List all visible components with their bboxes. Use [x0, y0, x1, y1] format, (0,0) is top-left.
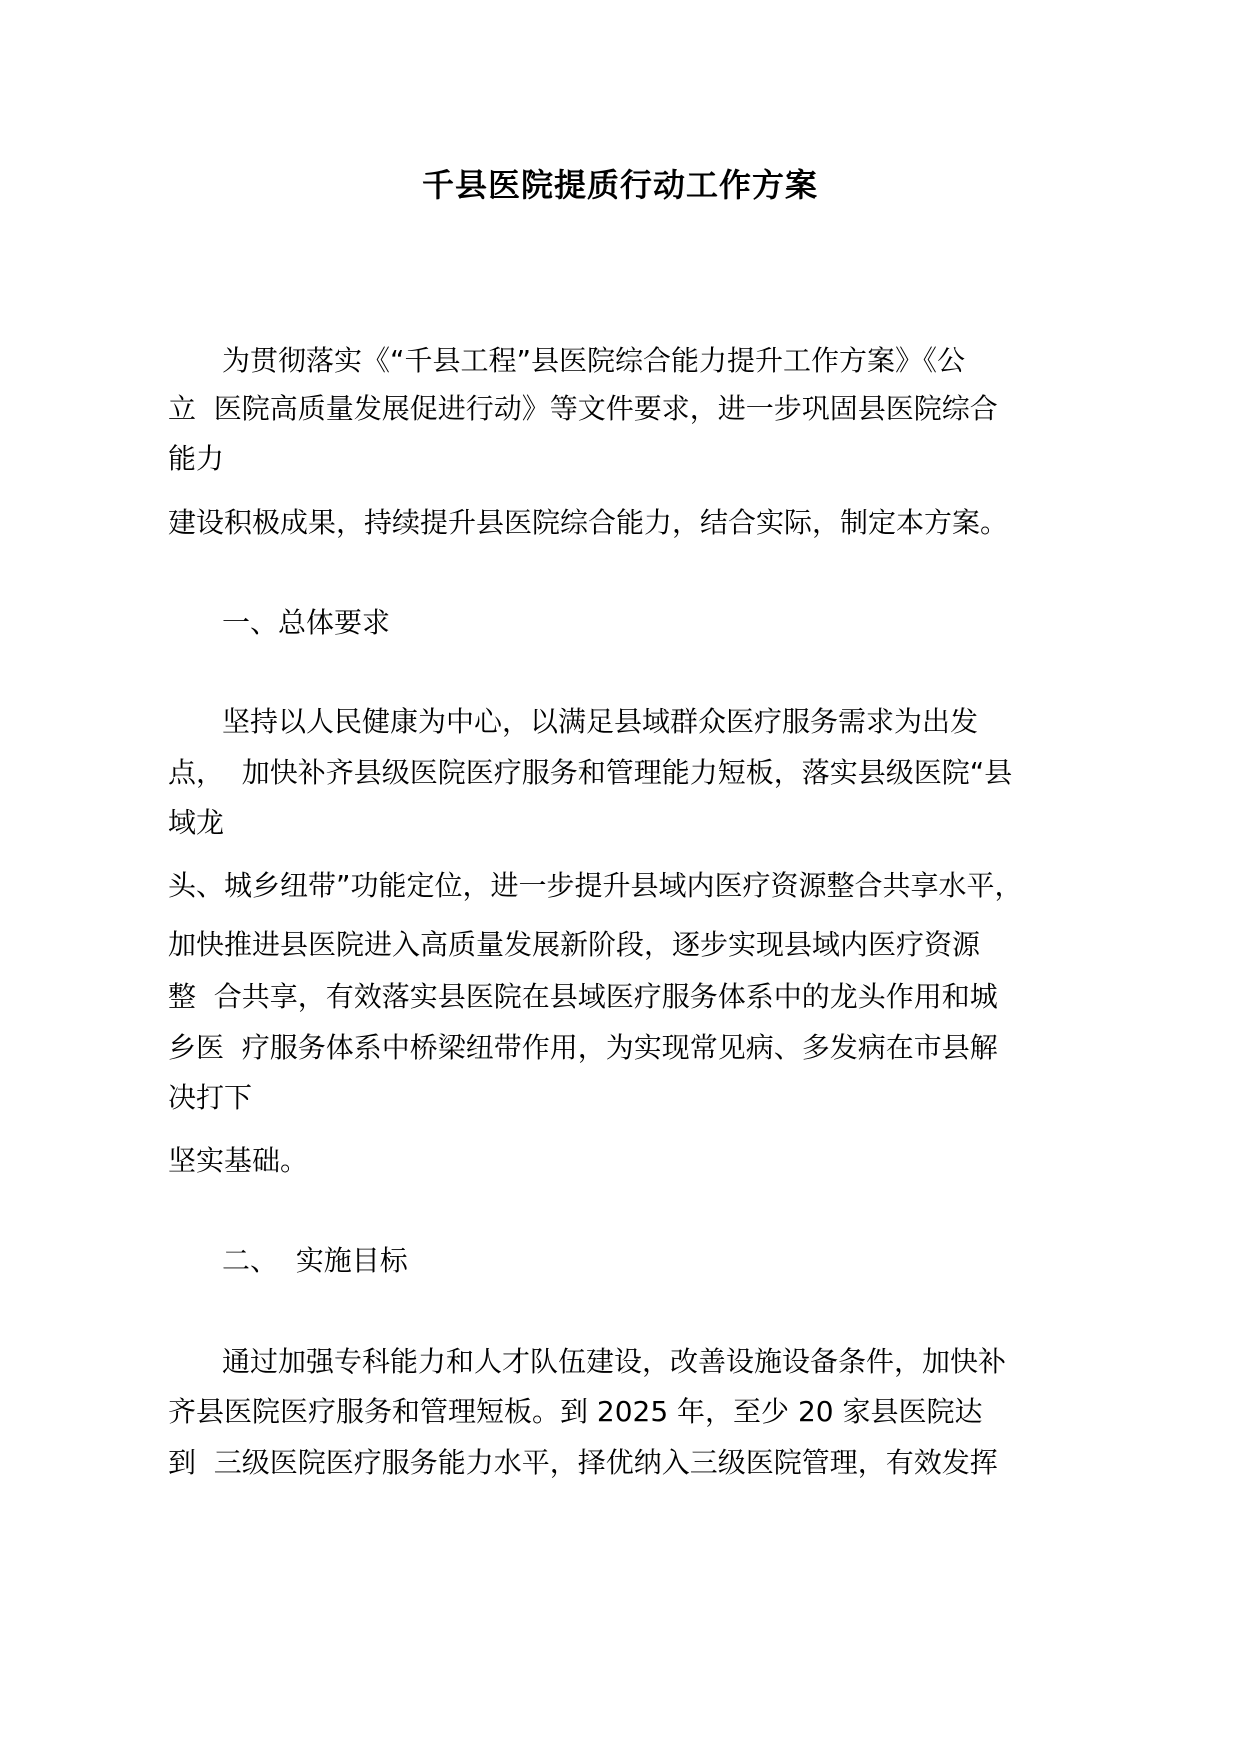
intro-line-1: 为贯彻落实《“千县工程”县医院综合能力提升工作方案》《公: [222, 344, 966, 377]
section1-line-2: 点， 加快补齐县级医院医疗服务和管理能力短板，落实县级医院“县: [168, 756, 1013, 789]
section1-heading: 一、总体要求: [222, 606, 391, 639]
document-title: 千县医院提质行动工作方案: [421, 166, 818, 204]
section1-line-3: 域龙: [168, 806, 225, 839]
section1-line-1: 坚持以人民健康为中心，以满足县域群众医疗服务需求为出发: [222, 705, 979, 738]
section1-line-4: 头、城乡纽带”功能定位，进一步提升县域内医疗资源整合共享水平，: [168, 869, 1023, 902]
intro-line-2: 立 医院高质量发展促进行动》等文件要求，进一步巩固县医院综合: [168, 392, 998, 425]
section2-line-2: 齐县医院医疗服务和管理短板。到 2025 年，至少 20 家县医院达: [168, 1395, 983, 1428]
section1-line-6: 整 合共享，有效落实县医院在县域医疗服务体系中的龙头作用和城: [168, 980, 998, 1013]
intro-line-3: 能力: [168, 442, 225, 475]
section1-line-8: 决打下: [168, 1081, 253, 1114]
intro-line-4: 建设积极成果，持续提升县医院综合能力，结合实际，制定本方案。: [168, 506, 1009, 539]
section1-line-9: 坚实基础。: [168, 1144, 309, 1177]
section2-heading: 二、 实施目标: [222, 1244, 408, 1277]
section1-line-5: 加快推进县医院进入高质量发展新阶段，逐步实现县域内医疗资源: [168, 928, 981, 961]
section1-line-7: 乡医 疗服务体系中桥梁纽带作用，为实现常见病、多发病在市县解: [168, 1031, 998, 1064]
section2-line-1: 通过加强专科能力和人才队伍建设，改善设施设备条件，加快补: [222, 1345, 1007, 1378]
section2-line-3: 到 三级医院医疗服务能力水平，择优纳入三级医院管理，有效发挥: [168, 1446, 998, 1479]
